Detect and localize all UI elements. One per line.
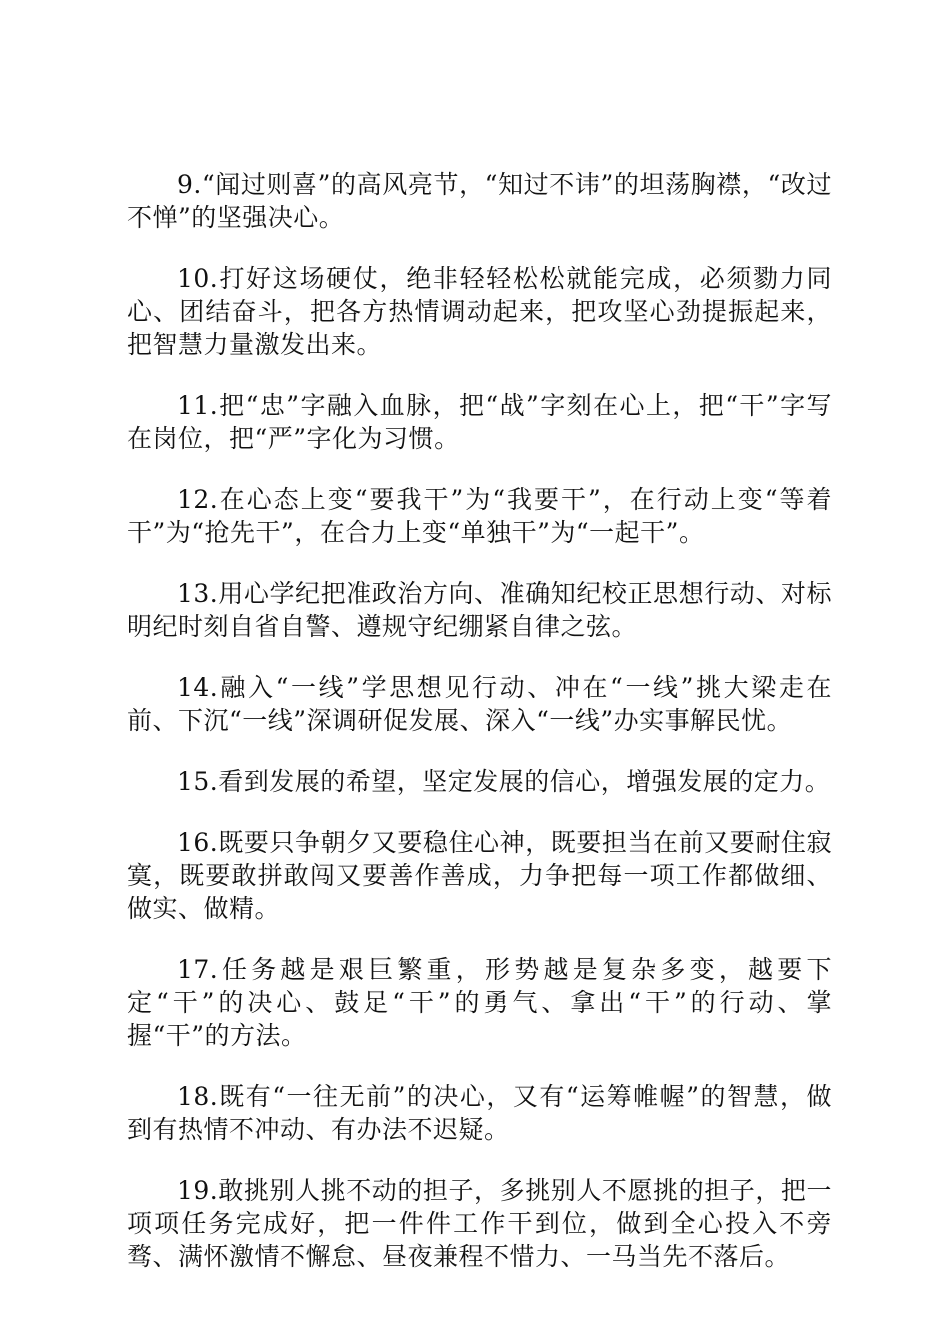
paragraph-15: 15.看到发展的希望，坚定发展的信心，增强发展的定力。 bbox=[177, 767, 831, 796]
paragraph-13: 13.用心学纪把准政治方向、准确知纪校正思想行动、对标明纪时刻自省自警、遵规守纪绷紧自律之弦。 bbox=[127, 579, 832, 641]
paragraph-11: 11.把“忠”字融入血脉，把“战”字刻在心上，把“干”字写在岗位，把“严”字化为习惯。 bbox=[127, 391, 832, 453]
paragraph-10: 10.打好这场硬仗，绝非轻轻松松就能完成，必须勠力同心、团结奋斗，把各方热情调动起来，把攻坚心劲提振起来，把智慧力量激发出来。 bbox=[127, 264, 832, 359]
paragraph-14: 14.融入“一线”学思想见行动、冲在“一线”挑大梁走在前、下沉“一线”深调研促发展、深入“一线”办实事解民忧。 bbox=[127, 673, 832, 735]
paragraph-19: 19.敢挑别人挑不动的担子，多挑别人不愿挑的担子，把一项项任务完成好，把一件件工作干到位，做到全心投入不旁骛、满怀激情不懈怠、昼夜兼程不惜力、一马当先不落后。 bbox=[127, 1176, 832, 1271]
paragraph-12: 12.在心态上变“要我干”为“我要干”，在行动上变“等着干”为“抢先干”，在合力上变“单独干”为“一起干”。 bbox=[127, 485, 832, 547]
document-body bbox=[127, 168, 832, 1301]
paragraph-18: 18.既有“一往无前”的决心，又有“运筹帷幄”的智慧，做到有热情不冲动、有办法不迟疑。 bbox=[127, 1082, 832, 1144]
paragraph-17: 17.任务越是艰巨繁重，形势越是复杂多变，越要下定“干”的决心、鼓足“干”的勇气、拿出“干”的行动、掌握“干”的方法。 bbox=[127, 955, 832, 1050]
paragraph-9: 9.“闻过则喜”的高风亮节，“知过不讳”的坦荡胸襟，“改过不惮”的坚强决心。 bbox=[127, 170, 832, 232]
paragraph-16: 16.既要只争朝夕又要稳住心神，既要担当在前又要耐住寂寞，既要敢拼敢闯又要善作善成，力争把每一项工作都做细、做实、做精。 bbox=[127, 828, 832, 923]
